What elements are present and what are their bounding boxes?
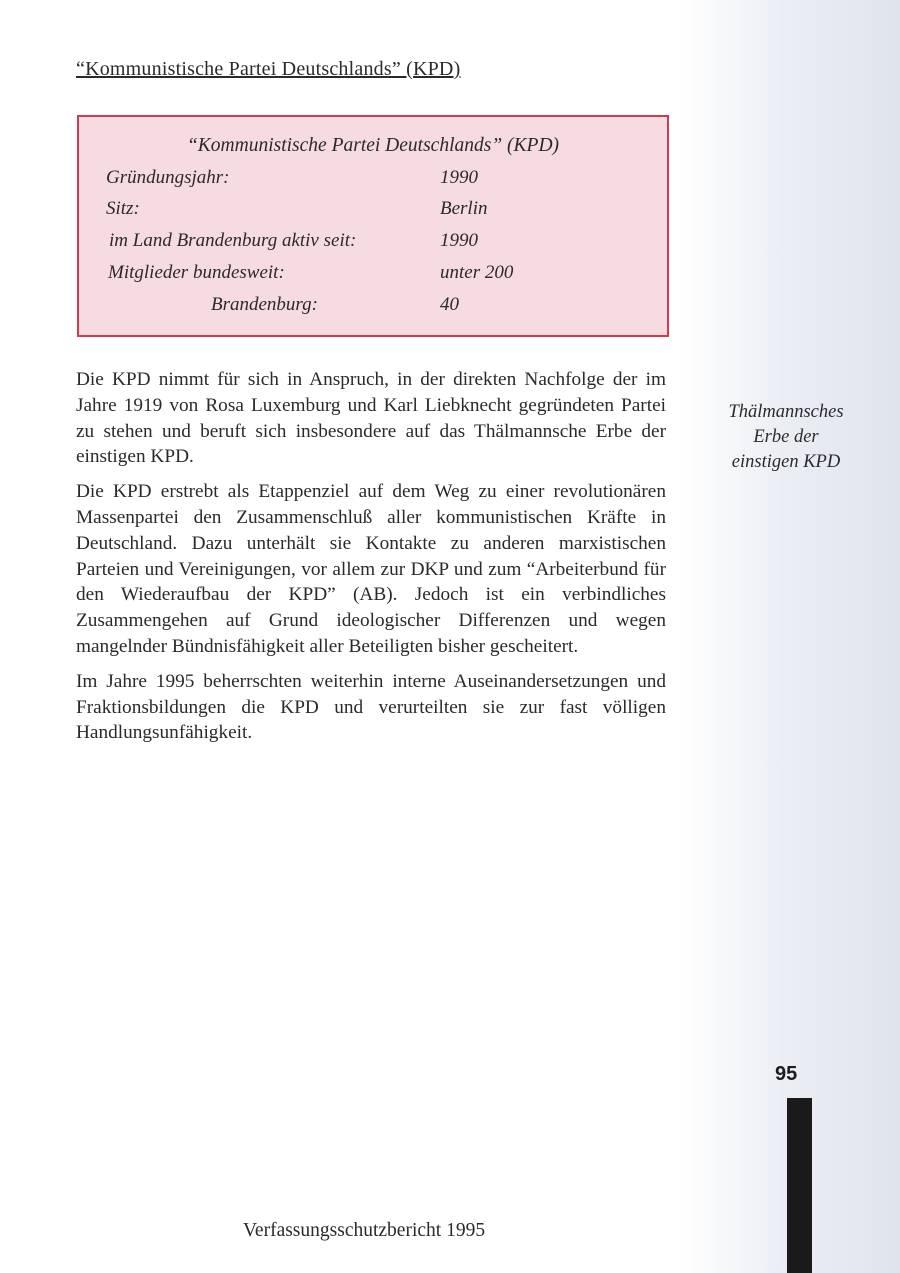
info-value: 1990 bbox=[440, 230, 478, 251]
info-label: Sitz: bbox=[106, 198, 140, 219]
info-label: im Land Brandenburg aktiv seit: bbox=[109, 230, 357, 251]
page-marker-bar bbox=[787, 1098, 812, 1273]
info-value: unter 200 bbox=[440, 262, 514, 283]
margin-note-line: Erbe der bbox=[753, 427, 819, 447]
margin-note-line: Thälmannsches bbox=[728, 402, 844, 422]
body-text bbox=[76, 367, 666, 755]
info-label: Brandenburg: bbox=[211, 294, 318, 315]
info-label: Gründungsjahr: bbox=[106, 167, 230, 188]
paragraph: Die KPD erstrebt als Etappenziel auf dem Weg zu einer revolutionären Massenpartei den Zusammenschluß aller kommunistischen Kräfte in Deutschland. Dazu unterhält sie Kontakte zu anderen marxistischen Parteien und Vereinigungen, vor allem zur DKP und zum “Arbeiterbund für den Wiederaufbau der KPD” (AB). Jedoch ist ein verbindliches Zusammengehen auf Grund ideologischer Differenzen und wegen mangelnder Bündnisfähigkeit aller Beteiligten bisher gescheitert. bbox=[76, 481, 666, 657]
paragraph: Die KPD nimmt für sich in Anspruch, in der direkten Nachfolge der im Jahre 1919 von Rosa Luxemburg und Karl Liebknecht gegründeten Partei zu stehen und beruft sich insbesondere auf das Thälmannsche Erbe der einstigen KPD. bbox=[76, 369, 666, 468]
page-footer: Verfassungsschutzbericht 1995 bbox=[243, 1220, 486, 1241]
info-box-title: “Kommunistische Partei Deutschlands” (KPD) bbox=[186, 135, 560, 156]
info-value: 40 bbox=[440, 294, 459, 315]
info-value: 1990 bbox=[440, 167, 478, 188]
margin-note-line: einstigen KPD bbox=[731, 452, 841, 472]
paragraph: Im Jahre 1995 beherrschten weiterhin interne Auseinandersetzungen und Fraktionsbildungen die KPD und verurteilten sie zur fast völligen Handlungsunfähigkeit. bbox=[76, 670, 666, 744]
margin-note bbox=[706, 400, 866, 475]
page-header: “Kommunistische Partei Deutschlands” (KPD) bbox=[76, 58, 461, 80]
info-label: Mitglieder bundesweit: bbox=[108, 262, 285, 283]
party-info-box bbox=[77, 115, 669, 337]
page-number: 95 bbox=[775, 1063, 798, 1085]
info-value: Berlin bbox=[440, 198, 488, 219]
